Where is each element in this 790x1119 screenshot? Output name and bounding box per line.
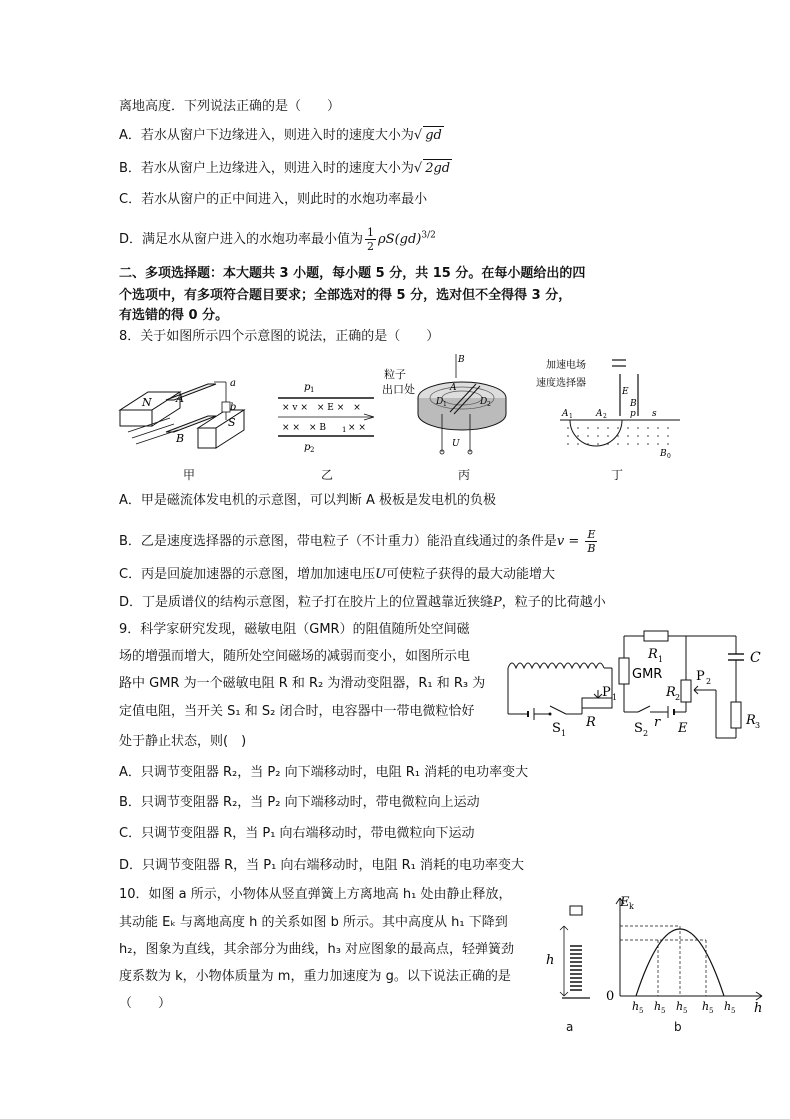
fig-b-tick-3-sub: 5 [683,1007,688,1015]
q7-option-a-text: A．若水从窗户下边缘进入，则进入时的速度大小为 [119,128,414,143]
ding-label-s: s [652,409,657,419]
q7-option-a [119,126,444,145]
q7-option-d-formula: ρS(gd) [378,232,422,247]
circuit-label-r3: R [746,713,756,728]
circuit-label-r2-sub: 2 [675,693,681,702]
fig-b-tick-2: h [654,1000,662,1013]
ding-label-a2-sub: 2 [603,413,607,420]
q8-option-c: C．丙是回旋加速器的示意图，增加加速电压U可使粒子获得的最大动能增大 [119,567,556,582]
jia-label-a-plate: A [176,392,184,405]
section2-heading-line3: 有选错的得 0 分。 [119,308,229,323]
circuit-label-r2: R [666,685,676,700]
q10-figure-a [542,902,594,1008]
circuit-label-p1-sub: 1 [612,693,618,702]
q8-option-b: B．乙是速度选择器的示意图，带电粒子（不计重力）能沿直线通过的条件是v = $\frac{E}{B}$ [119,528,596,555]
circuit-label-r1-sub: 1 [658,655,664,664]
q8-option-d: D．丁是质谱仪的结构示意图，粒子打在胶片上的位置越靠近狭缝P，粒子的比荷越小 [119,595,606,610]
jia-label-b: b [230,402,237,413]
q9-circuit [498,628,770,744]
jia-label-a: a [230,378,236,389]
q7-option-d [119,226,436,253]
ding-label-a1-sub: 1 [569,413,573,420]
ding-label-b: B [630,399,637,409]
fig-b-tick-5: h [724,1000,732,1013]
bing-label-d1-sub: 1 [443,401,447,408]
q7-option-c: C．若水从窗户的正中间进入，则此时的水炮功率最小 [119,192,428,207]
q8-figure-bing [380,352,512,462]
fig-b-tick-4: h [702,1000,710,1013]
q9-option-c: C．只调节变阻器 R，当 P₁ 向右端移动时，带电微粒向下运动 [119,826,475,841]
q10-stem-line5: （ ） [119,996,172,1011]
q8-figure-ding [534,356,684,462]
q7-option-d-text: D．满足水从窗户进入的水炮功率最小值为 [119,232,364,247]
yi-label-p2: p [304,442,311,453]
yi-field-row2: × × × B [282,423,326,433]
fig-b-origin: 0 [606,989,615,1004]
yi-field-row2-tail: × × [348,423,366,433]
circuit-label-p2: P [696,669,705,684]
q8-stem: 8．关于如图所示四个示意图的说法，正确的是（ ） [119,329,440,344]
q8-caption-jia: 甲 [183,468,196,482]
q10-stem-line1: 10．如图 a 所示，小物体从竖直弹簧上方离地高 h₁ 处由静止释放， [119,887,512,902]
ding-label-b0-sub: 0 [667,453,671,460]
bing-label-exit: 出口处 [382,383,415,396]
q8-caption-yi: 乙 [321,468,334,482]
q8-figure-yi [272,378,380,454]
q9-stem-line2: 场的增强而增大，随所处空间磁场的减弱而变小，如图所示电 [119,649,471,664]
ding-label-accel: 加速电场 [546,360,586,371]
circuit-label-s2-sub: 2 [643,729,649,738]
ding-label-p: p [630,409,636,419]
q7-option-d-exponent: 3/2 [421,230,436,241]
ding-label-e: E [622,387,629,397]
ding-label-selector: 速度选择器 [536,378,586,389]
fig-b-tick-2-sub: 5 [661,1007,666,1015]
q8-caption-bing: 丙 [458,468,471,482]
q8-option-b-v: v [556,534,565,549]
q9-option-b: B．只调节变阻器 R₂，当 P₂ 向下端移动时，带电微粒向上运动 [119,795,480,810]
q9-stem-line5: 处于静止状态，则( ) [119,734,247,749]
circuit-label-r1: R [648,647,658,662]
q9-stem-line3: 路中 GMR 为一个磁敏电阻 R 和 R₂ 为滑动变阻器，R₁ 和 R₃ 为 [119,676,486,691]
q10-stem-line4: 度系数为 k，小物体质量为 m，重力加速度为 g。以下说法正确的是 [119,969,511,984]
circuit-label-c: C [750,650,761,666]
circuit-label-p1: P [602,685,611,700]
circuit-label-p2-sub: 2 [706,677,712,686]
q7-option-b [119,159,452,178]
q10-stem-line3: h₂，图象为直线，其余部分为曲线，h₃ 对应图象的最高点，轻弹簧劲 [119,942,515,957]
circuit-label-s1-sub: 1 [561,729,567,738]
q7-option-b-text: B．若水从窗户上边缘进入，则进入时的速度大小为 [119,161,414,176]
fig-b-xlabel: h [754,1001,763,1016]
circuit-label-s2: S [634,721,643,736]
circuit-label-r-internal: r [654,715,661,730]
q9-stem-line1: 9．科学家研究发现，磁敏电阻（GMR）的阻值随所处空间磁 [119,622,470,637]
ding-label-a1: A [562,409,569,419]
fig-b-ylabel: E [620,895,630,910]
circuit-label-e: E [678,721,688,736]
fig-b-ylabel-sub: k [629,902,634,911]
q8-option-a: A．甲是磁流体发电机的示意图，可以判断 A 极板是发电机的负极 [119,493,497,508]
fig-b-tick-3: h [676,1000,684,1013]
ding-label-b0: B [660,449,667,459]
bing-label-a: A [450,383,457,393]
jia-label-b-plate: B [176,432,185,445]
bing-label-b: B [458,355,465,365]
fig-b-tick-4-sub: 5 [709,1007,714,1015]
yi-field-row1: × v × × E × × [282,403,361,413]
circuit-label-r3-sub: 3 [755,721,761,730]
bing-label-u: U [452,439,460,449]
q8-caption-ding: 丁 [611,468,624,482]
circuit-label-r: R [586,715,596,730]
q7-option-d-fraction: $\frac{1}{2}$ [367,226,375,253]
q9-option-a: A．只调节变阻器 R₂，当 P₂ 向下端移动时，电阻 R₁ 消耗的电功率变大 [119,765,529,780]
fig-a-label-h: h [546,953,555,968]
q10-caption-b: b [674,1020,682,1034]
q8-option-b-fraction: $\frac{E}{B}$ [587,528,596,555]
ding-label-a2: A [596,409,603,419]
circuit-label-gmr: GMR [632,667,663,682]
q7-option-a-formula: √ gd [413,128,442,143]
q7-option-b-formula: √ 2gd [413,161,451,176]
jia-label-s: S [228,416,236,429]
fig-b-tick-1: h [632,1000,640,1013]
fig-b-tick-5-sub: 5 [731,1007,736,1015]
bing-label-d1: D [436,397,444,407]
fig-b-tick-1-sub: 5 [639,1007,644,1015]
section2-heading-line1: 二、多项选择题：本大题共 3 小题，每小题 5 分，共 15 分。在每小题给出的四 [119,266,586,281]
circuit-label-s1: S [552,721,561,736]
q8-figure-jia [118,370,248,460]
bing-label-d2: D [480,397,488,407]
section2-heading-line2: 个选项中，有多项符合题目要求；全部选对的得 5 分，选对但不全得得 3 分， [119,288,572,303]
q7-stem-tail: 离地高度．下列说法正确的是（ ） [119,99,341,114]
bing-label-d2-sub: 2 [487,401,491,408]
q9-stem-line4: 定值电阻，当开关 S₁ 和 S₂ 闭合时，电容器中一带电微粒恰好 [119,704,475,719]
jia-label-n: N [142,396,152,409]
yi-label-p1-sub: 1 [310,386,315,394]
q10-stem-line2: 其动能 Eₖ 与离地高度 h 的关系如图 b 所示。其中高度从 h₁ 下降到 [119,915,508,930]
yi-label-p2-sub: 2 [310,446,315,454]
q10-figure-b [600,892,770,1016]
q9-option-d: D．只调节变阻器 R，当 P₁ 向右端移动时，电阻 R₁ 消耗的电功率变大 [119,858,524,873]
bing-label-particle: 粒子 [384,368,406,381]
yi-field-row2-sub: 1 [342,426,347,434]
yi-label-p1: p [304,382,311,393]
q8-option-b-text: B．乙是速度选择器的示意图，带电粒子（不计重力）能沿直线通过的条件是 [119,534,557,549]
q10-caption-a: a [566,1020,574,1034]
